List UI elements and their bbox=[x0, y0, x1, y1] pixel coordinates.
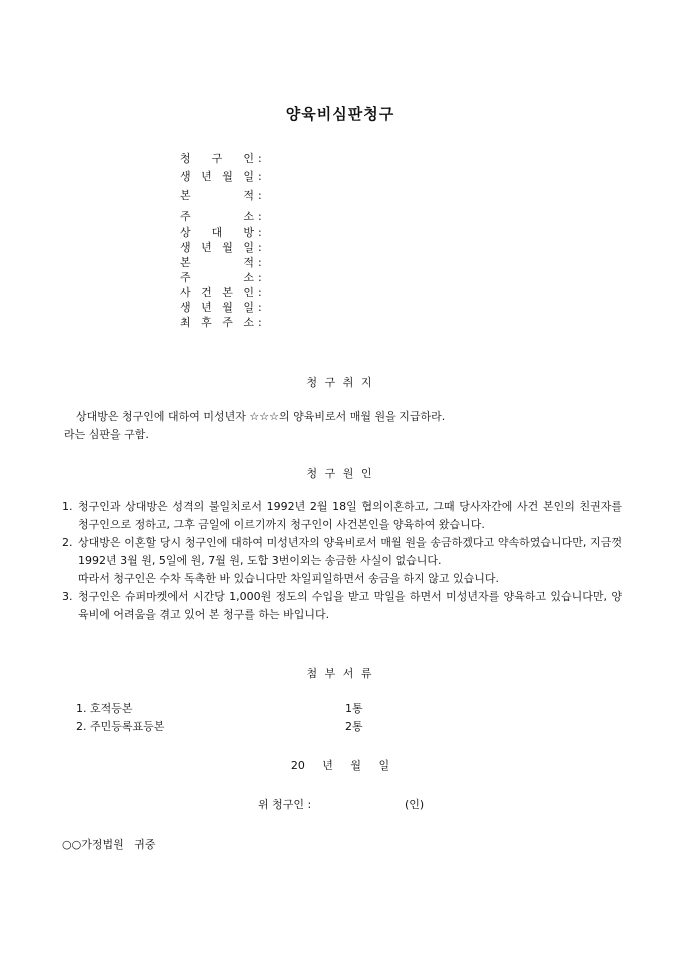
date-line: 20 년 월 일 bbox=[290, 759, 390, 772]
cause-item bbox=[62, 588, 622, 624]
party-field bbox=[180, 256, 262, 270]
party-field-label-text: 주 소 bbox=[180, 210, 254, 223]
party-field-colon: : bbox=[258, 286, 262, 299]
party-field-label bbox=[180, 286, 254, 300]
party-field-label bbox=[180, 189, 254, 203]
party-field-label-text: 상 대 방 bbox=[180, 226, 254, 239]
cause-number: 3. bbox=[62, 590, 73, 603]
party-field-label bbox=[180, 271, 254, 285]
party-field-label bbox=[180, 316, 254, 330]
party-field bbox=[180, 316, 262, 330]
purpose-heading: 청 구 취 지 bbox=[306, 376, 374, 389]
party-field-label bbox=[180, 256, 254, 270]
party-field-label bbox=[180, 241, 254, 255]
party-field-label bbox=[180, 301, 254, 315]
party-field-label-text: 본 적 bbox=[180, 256, 254, 269]
party-field-label-text: 생 년 월 일 bbox=[180, 170, 254, 183]
cause-list bbox=[62, 498, 622, 624]
attachment-number: 2. bbox=[76, 720, 87, 733]
attachment-count: 1통 bbox=[345, 702, 363, 715]
attachment-item bbox=[76, 700, 133, 718]
court-addressee: ○○가정법원 귀중 bbox=[62, 838, 156, 851]
party-field-label-text: 본 적 bbox=[180, 189, 254, 202]
party-field-label bbox=[180, 210, 254, 224]
attachment-number: 1. bbox=[76, 702, 87, 715]
party-field bbox=[180, 241, 262, 255]
party-field-label-text: 주 소 bbox=[180, 271, 254, 284]
cause-text: 청구인은 슈퍼마켓에서 시간당 1,000원 정도의 수입을 받고 막일을 하면서 미성년자를 양육하고 있습니다만, 양육비에 어려움을 겪고 있어 본 청구를 하는 바입니다. bbox=[78, 590, 622, 621]
attachment-name: 호적등본 bbox=[90, 702, 133, 715]
party-field-colon: : bbox=[258, 271, 262, 284]
party-field bbox=[180, 170, 262, 184]
cause-text: 상대방은 이혼할 당시 청구인에 대하여 미성년자의 양육비로서 매월 원을 송금하겠다고 약속하였습니다만, 지금껏 1992년 3월 원, 5일에 원, 7월 원, 도합 3번이외는 송금한 사실이 없습니다. bbox=[78, 536, 622, 567]
party-field-label-text: 사 건 본 인 bbox=[180, 286, 254, 299]
party-field-colon: : bbox=[258, 210, 262, 223]
cause-item bbox=[62, 534, 622, 570]
party-field-colon: : bbox=[258, 189, 262, 202]
signer-label: 위 청구인 : bbox=[258, 798, 312, 811]
document-title: 양육비심판청구 bbox=[285, 105, 395, 123]
party-field-colon: : bbox=[258, 256, 262, 269]
attachment-count: 2통 bbox=[345, 720, 363, 733]
party-field bbox=[180, 271, 262, 285]
party-field-label-text: 청 구 인 bbox=[180, 152, 254, 165]
party-field bbox=[180, 301, 262, 315]
party-field bbox=[180, 210, 262, 224]
party-field bbox=[180, 189, 262, 203]
party-field-colon: : bbox=[258, 152, 262, 165]
attachments-heading: 첨 부 서 류 bbox=[306, 667, 374, 680]
party-field-label-text: 최 후 주 소 bbox=[180, 316, 254, 329]
party-field bbox=[180, 226, 262, 240]
party-field-colon: : bbox=[258, 170, 262, 183]
cause-number: 2. bbox=[62, 536, 73, 549]
attachment-item bbox=[76, 718, 164, 736]
party-field-colon: : bbox=[258, 241, 262, 254]
party-field bbox=[180, 152, 262, 166]
party-field-label-text: 생 년 월 일 bbox=[180, 241, 254, 254]
purpose-request: 라는 심판을 구함. bbox=[64, 428, 149, 441]
cause-text: 청구인과 상대방은 성격의 불일치로서 1992년 2월 18일 협의이혼하고, 그때 당사자간에 사건 본인의 친권자를 청구인으로 정하고, 그후 금일에 이르기까지 청구인이 사건본인을 양육하여 왔습니다. bbox=[78, 500, 622, 531]
cause-item bbox=[62, 498, 622, 534]
party-field-colon: : bbox=[258, 226, 262, 239]
party-field-label bbox=[180, 152, 254, 166]
cause-number: 1. bbox=[62, 500, 73, 513]
cause-extra-text: 따라서 청구인은 수차 독촉한 바 있습니다만 차일피일하면서 송금을 하지 않고 있습니다. bbox=[78, 572, 499, 585]
cause-heading: 청 구 원 인 bbox=[306, 467, 374, 480]
party-field-colon: : bbox=[258, 316, 262, 329]
party-field-label bbox=[180, 170, 254, 184]
party-field-label bbox=[180, 226, 254, 240]
attachment-name: 주민등록표등본 bbox=[90, 720, 165, 733]
seal-mark: (인) bbox=[405, 798, 425, 811]
purpose-text: 상대방은 청구인에 대하여 미성년자 ☆☆☆의 양육비로서 매월 원을 지급하라. bbox=[76, 410, 446, 423]
party-field bbox=[180, 286, 262, 300]
party-field-label-text: 생 년 월 일 bbox=[180, 301, 254, 314]
party-field-colon: : bbox=[258, 301, 262, 314]
